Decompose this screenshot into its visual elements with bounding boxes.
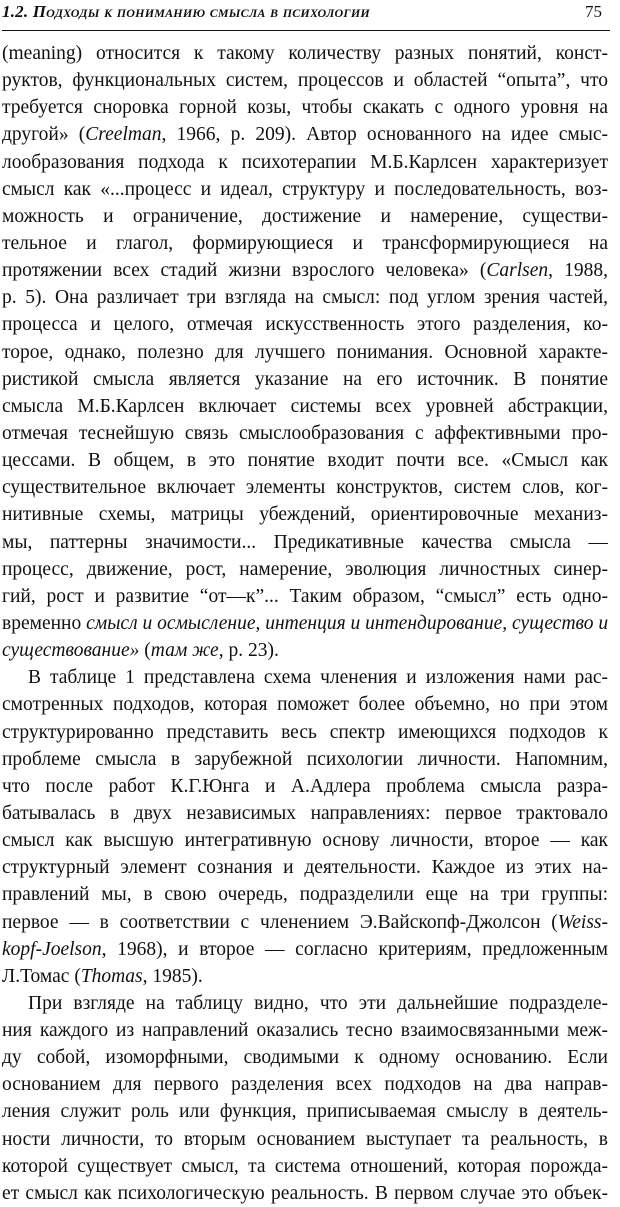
text-line: смысл как «...процесс и идеал, структуру и последовательность, воз-: [2, 178, 608, 200]
text-line: можность и ограничение, достижение и намерение, существи-: [2, 205, 608, 227]
text-line: структурированно представить весь спектр имеющихся подходов к: [2, 721, 608, 743]
text-line: процесс, движение, рост, намерение, эволюция личностных синер-: [2, 558, 608, 580]
text-line: правлений мы, в свою очередь, подразделили еще на три группы:: [2, 884, 608, 906]
text-line: В таблице 1 представлена схема членения и изложения нами рас-: [28, 667, 608, 689]
text-line: ду собой, изоморфными, сводимыми к одному основанию. Если: [2, 1047, 608, 1069]
text-line: ния каждого из направлений оказались тесно взаимосвязанными меж-: [2, 1020, 608, 1042]
text-line: другой» (Creelman, 1966, p. 209). Автор основанного на идее смыс-: [2, 124, 608, 146]
text-line: p. 5). Она различает три взгляда на смысл: под углом зрения частей,: [2, 287, 608, 309]
text-line: мы, паттерны значимости... Предикативные качества смысла —: [2, 531, 608, 553]
text-line: ления служит роль или функция, приписываемая смыслу в деятель-: [2, 1101, 608, 1123]
text-line: протяжении всех стадий жизни взрослого человека» (Carlsen, 1988,: [2, 260, 608, 282]
text-line: которой существует смысл, та система отношений, которая порожда-: [2, 1155, 608, 1177]
text-line: лообразования подхода к психотерапии М.Б.Карлсен характеризует: [2, 151, 608, 173]
text-line: смысла М.Б.Карлсен включает системы всех уровней абстракции,: [2, 395, 608, 417]
body-text: [2, 40, 608, 1207]
text-line: существительное включает элементы конструктов, систем слов, ког-: [2, 477, 608, 499]
text-line: батывалась в двух независимых направлениях: первое трактовало: [2, 802, 608, 824]
text-line: что после работ К.Г.Юнга и А.Адлера проблема смысла разра-: [2, 775, 608, 797]
text-line: При взгляде на таблицу видно, что эти дальнейшие подразделе-: [28, 992, 608, 1014]
text-line: руктов, функциональных систем, процессов и областей “опыта”, что: [2, 70, 608, 92]
running-head: [2, 0, 610, 31]
page-number: 75: [585, 2, 602, 21]
text-line: смотренных подходов, которая поможет более объемно, но при этом: [2, 694, 608, 716]
text-line: структурный элемент сознания и деятельности. Каждое из этих на-: [2, 857, 608, 879]
running-head-title: 1.2. Подходы к пониманию смысла в психологии: [2, 2, 370, 21]
text-line: смысл как высшую интегративную основу личности, второе — как: [2, 830, 608, 852]
text-line: ет смысл как психологическую реальность. В первом случае это объек-: [2, 1182, 608, 1204]
text-line: нитивные схемы, матрицы убеждений, ориентировочные механиз-: [2, 504, 608, 526]
text-line: процесса и целого, отмечая искусственность этого разделения, ко-: [2, 314, 608, 336]
text-line: цессами. В общем, в это понятие входит почти все. «Смысл как: [2, 450, 608, 472]
text-line: основанием для первого разделения всех подходов на два направ-: [2, 1074, 608, 1096]
text-line: kopf-Joelson, 1968), и второе — согласно критериям, предложенным: [2, 938, 608, 960]
text-line: (meaning) относится к такому количеству разных понятий, конст-: [2, 43, 608, 64]
text-line: ности личности, то вторым основанием выступает та реальность, в: [2, 1128, 608, 1150]
text-line: проблеме смысла в зарубежной психологии личности. Напомним,: [2, 748, 608, 770]
text-line: существование» (там же, р. 23).: [2, 640, 279, 662]
text-line: отмечая теснейшую связь смыслообразования с аффективными про-: [2, 422, 608, 444]
text-line: Л.Томас (Thomas, 1985).: [2, 965, 203, 987]
text-line: первое — в соответствии с членением Э.Вайскопф-Джолсон (Weiss-: [2, 911, 608, 933]
text-line: временно смысл и осмысление, интенция и интендирование, существо и: [2, 612, 608, 634]
text-line: требуется сноровка горной козы, чтобы скакать с одного уровня на: [2, 97, 608, 119]
text-line: ристикой смысла является указание на его источник. В понятие: [2, 368, 608, 390]
text-line: тельное и глагол, формирующиеся и трансформирующиеся на: [2, 232, 608, 254]
text-line: гий, рост и развитие “от—к”... Таким образом, “смысл” есть одно-: [2, 585, 608, 607]
text-line: торое, однако, полезно для лучшего понимания. Основной характе-: [2, 341, 608, 363]
